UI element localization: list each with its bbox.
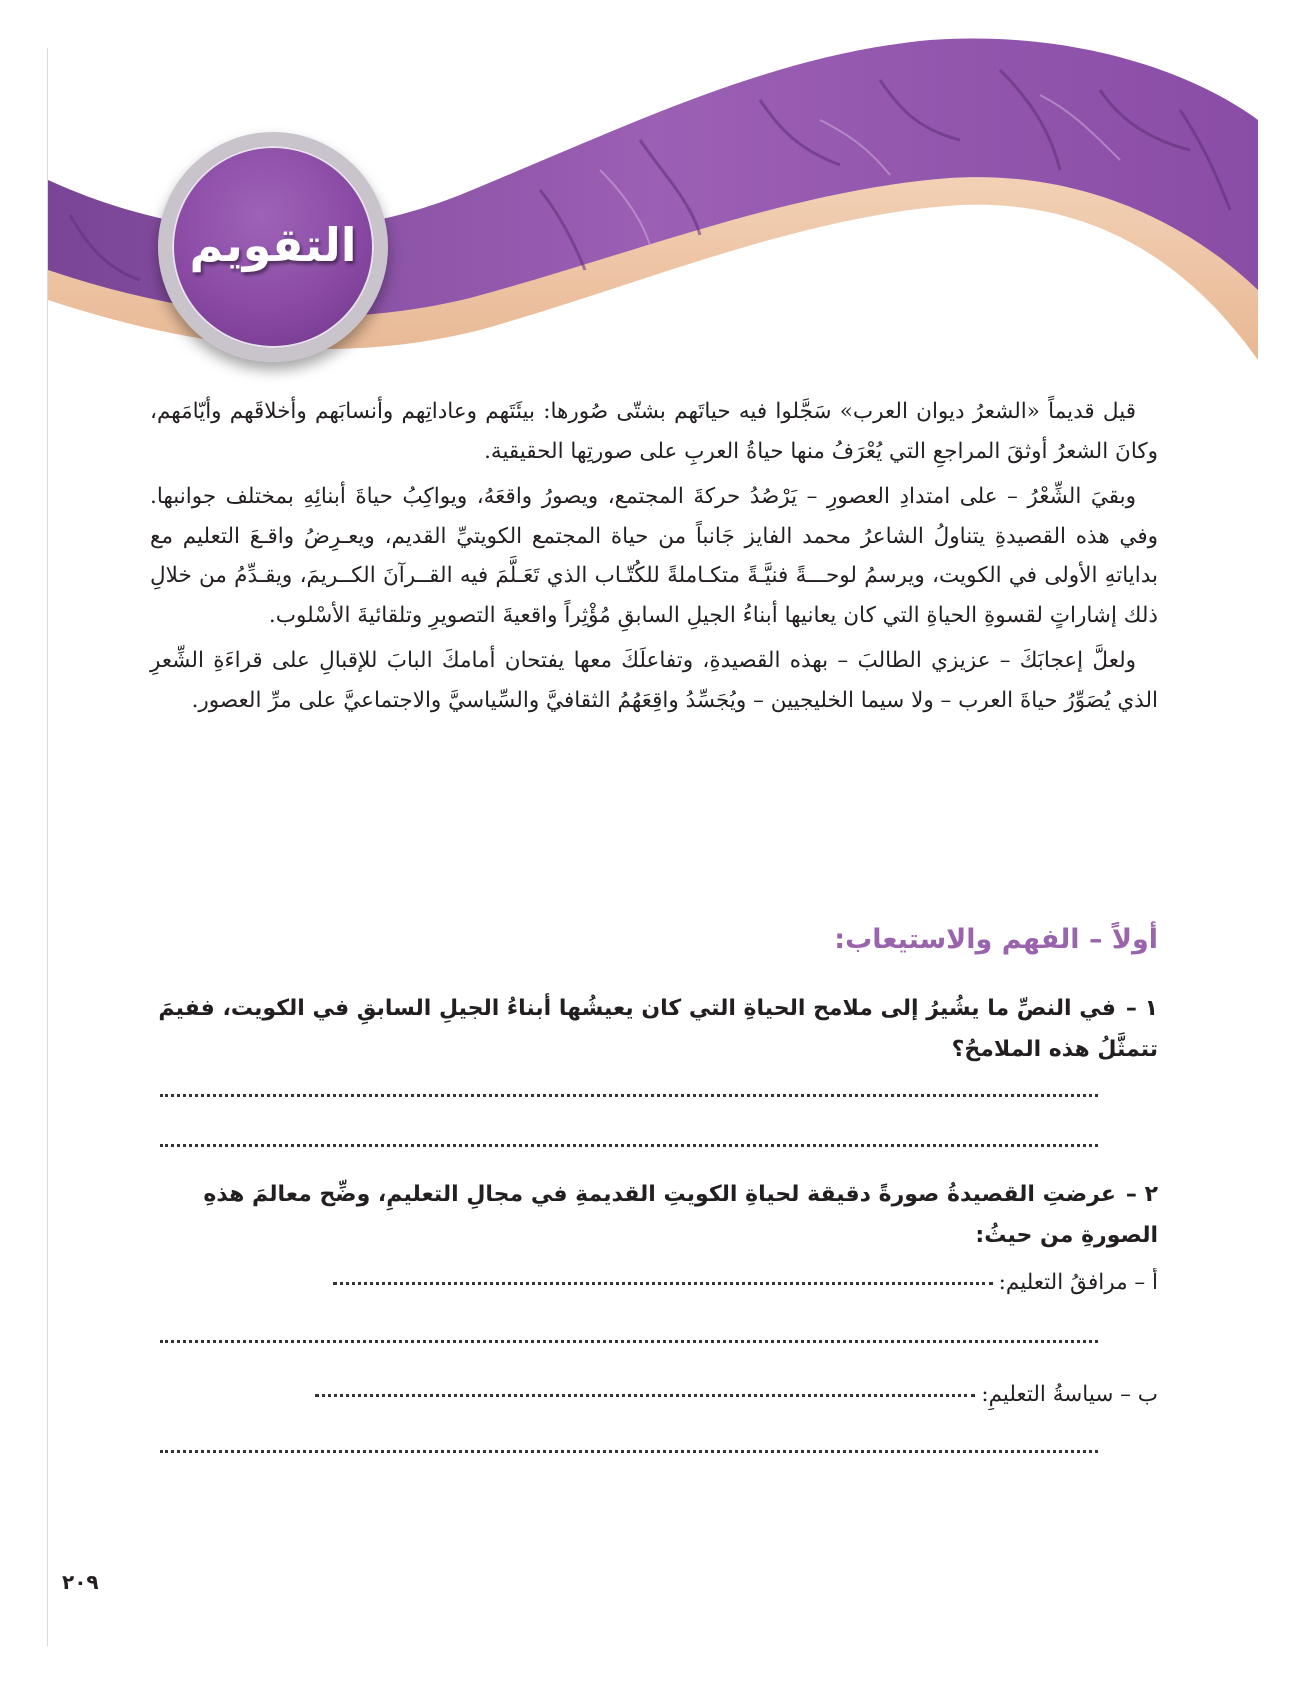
section-heading: أولاً – الفهم والاستيعاب: [834,924,1158,955]
intro-paragraph: قيل قديماً «الشعرُ ديوان العرب» سَجَّلوا فيه حياتَهم بشتّى صُورها: بيئَتَهم وعاداتِهم وأنسابَهم وأخلاقَهم وأيّامَهم، وكانَ الشعرُ أوثقَ المراجعِ التي يُعْرَفُ منها حياةُ العربِ على صورتِها الحقيقية. [150,399,1158,464]
answer-line[interactable] [160,1094,1098,1097]
answer-line[interactable] [160,1450,1098,1453]
question-text: عرضتِ القصيدةُ صورةً دقيقة لحياةِ الكويتِ القديمةِ في مجالِ التعليمِ، وضِّح معالمَ هذهِ الصورةِ من حيثُ: [203,1182,1158,1248]
question-text: في النصِّ ما يشُيرُ إلى ملامح الحياةِ التي كان يعيشُها أبناءُ الجيلِ السابقِ في الكويت، ففيمَ تتمثَّلُ هذه الملامحُ؟ [158,996,1158,1062]
answer-line[interactable] [315,1394,975,1397]
intro-text [150,392,1158,720]
intro-paragraph: وبقيَ الشِّعْرُ – على امتدادِ العصورِ – يَرْصُدُ حركةَ المجتمع، ويصورُ واقعَهُ، ويواكِبُ حياةَ أبنائِهِ بمختلف جوانبها. وفي هذه القصيدةِ يتناولُ الشاعرُ محمد الفايز جَانباً من حياة المجتمع الكويتيِّ القديم، ويعـرِضُ واقـعَ التعليم مع بداياتهِ الأولى في الكويت، ويرسمُ لوحـــةً فنيَّـةً متكـاملةً للكُتّـاب الذي تَعَـلَّمَ فيه القــرآنَ الكــريمَ، ويقـدِّمُ من خلالِ ذلك إشاراتٍ لقسوةِ الحياةِ التي كان يعانيها أبناءُ الجيلِ السابقِ مُؤْثِراً واقعيةَ التصويرِ وتلقائيةَ الأسْلوب. [150,484,1158,628]
sub-item-label: أ – مرافقُ التعليم: [998,1270,1158,1295]
answer-line[interactable] [160,1144,1098,1147]
page-title: التقويم [189,218,357,272]
answer-line[interactable] [333,1282,993,1285]
question-number: ٢ – [1125,1182,1158,1207]
page-number: ٢٠٩ [62,1570,99,1594]
intro-paragraph: ولعلَّ إعجابَكَ – عزيزي الطالبَ – بهذه القصيدةِ، وتفاعلَكَ معها يفتحان أمامكَ البابَ للإقبالِ على قراءَةِ الشِّعرِ الذي يُصَوِّرُ حياةَ العرب – ولا سيما الخليجيين – ويُجَسِّدُ واقِعَهُمُ الثقافيَّ والسِّياسيَّ والاجتماعيَّ على مرِّ العصور. [150,648,1158,713]
sub-item-label: ب – سياسةُ التعليمِ: [981,1382,1158,1407]
sub-item-b [160,1380,1158,1410]
answer-line[interactable] [160,1340,1098,1343]
question-2 [150,1174,1158,1256]
sub-item-a [160,1268,1158,1298]
question-number: ١ – [1125,996,1158,1021]
question-1 [150,988,1158,1070]
